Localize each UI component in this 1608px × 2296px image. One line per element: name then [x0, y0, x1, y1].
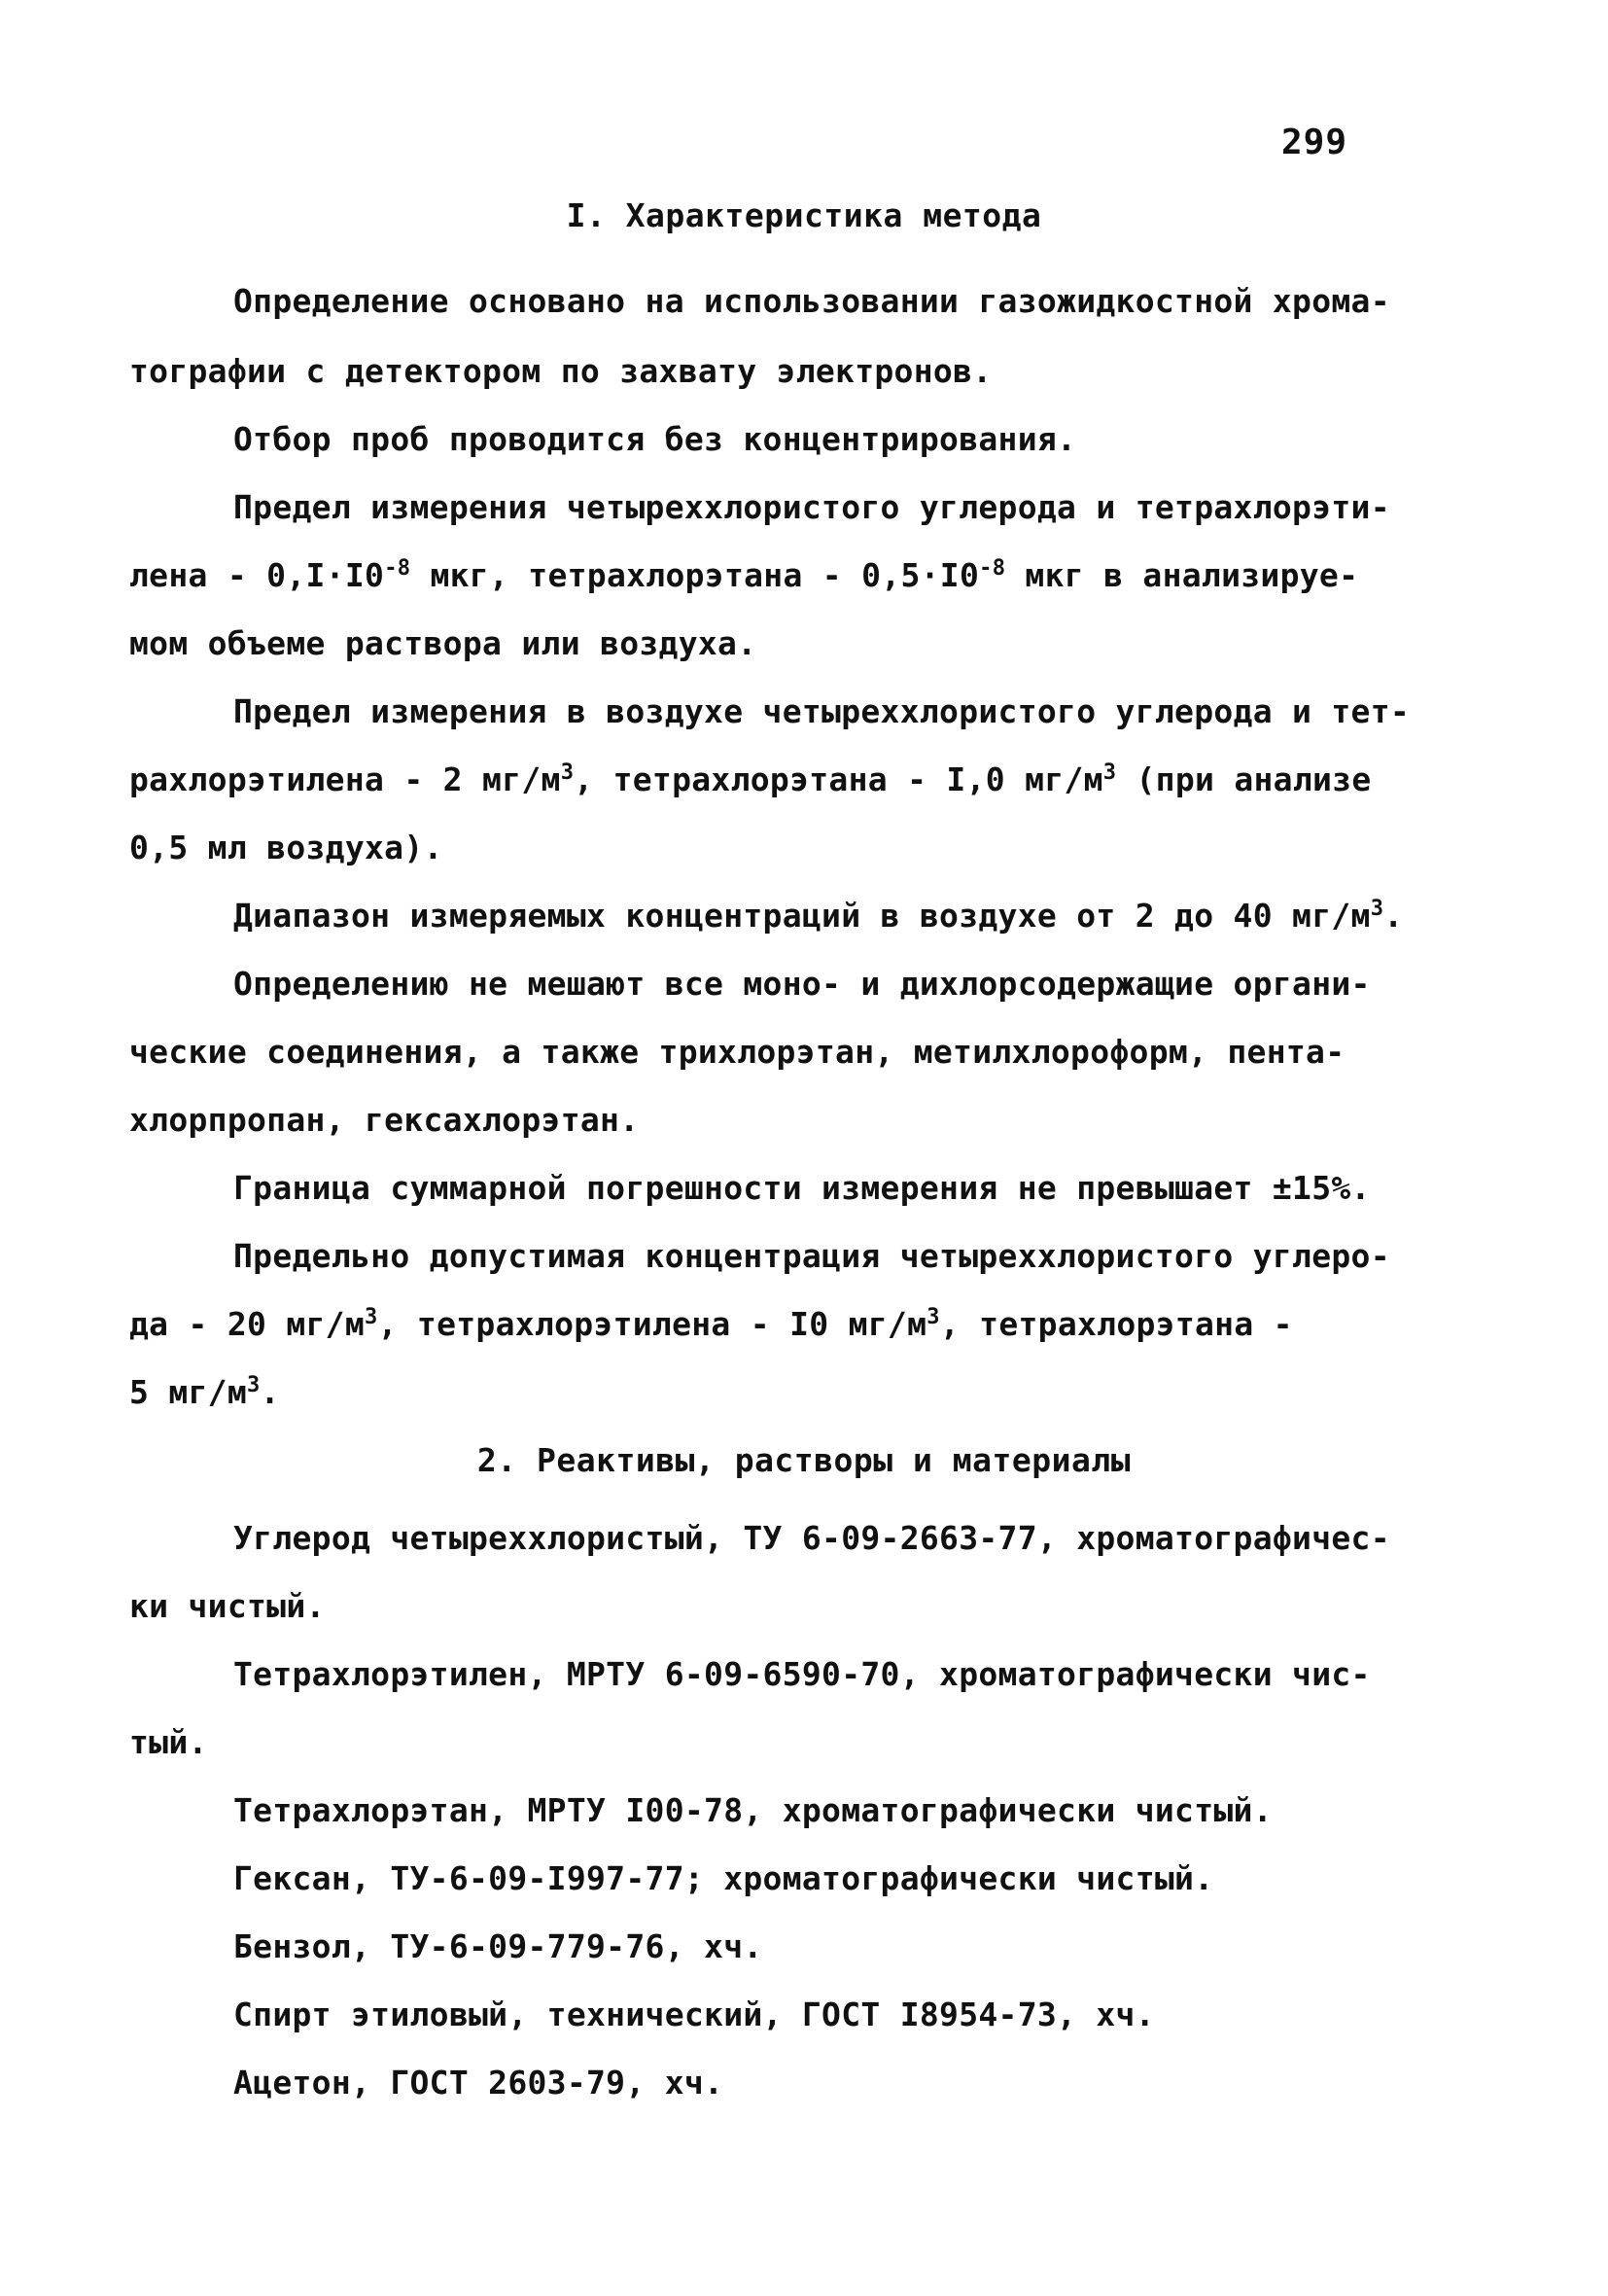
- paragraph-line: Ацетон, ГОСТ 2603-79, хч.: [233, 2064, 724, 2102]
- superscript: -8: [384, 556, 411, 581]
- text-span: рахлорэтилена - 2 мг/м: [129, 760, 561, 798]
- superscript: 3: [560, 760, 575, 785]
- paragraph-line: Тетрахлорэтилен, МРТУ 6-09-6590-70, хроматографически чис-: [233, 1655, 1371, 1693]
- paragraph-line: [129, 1305, 1293, 1343]
- paragraph-line: ческие соединения, а также трихлорэтан, метилхлороформ, пента-: [129, 1033, 1346, 1071]
- paragraph-line: Углерод четыреххлористый, ТУ 6-09-2663-77, хроматографичес-: [233, 1519, 1390, 1557]
- paragraph-line: Спирт этиловый, технический, ГОСТ I8954-73, хч.: [233, 1996, 1155, 2033]
- paragraph-line: ки чистый.: [129, 1587, 326, 1625]
- paragraph-line: [129, 760, 1372, 798]
- paragraph-line: Тетрахлорэтан, МРТУ I00-78, хроматографически чистый.: [233, 1791, 1273, 1829]
- text-span: Диапазон измеряемых концентраций в воздухе от 2 до 40 мг/м: [233, 897, 1371, 935]
- text-span: (при анализе: [1116, 760, 1372, 798]
- paragraph-line: [233, 897, 1403, 935]
- paragraph-line: тографии с детектором по захвату электронов.: [129, 352, 993, 390]
- section-heading-2: 2. Реактивы, растворы и материалы: [476, 1441, 1132, 1479]
- paragraph-line: 0,5 мл воздуха).: [129, 829, 443, 866]
- paragraph-line: Определению не мешают все моно- и дихлорсодержащие органи-: [233, 965, 1371, 1003]
- paragraph-line: хлорпропан, гексахлорэтан.: [129, 1101, 640, 1139]
- paragraph-line: Предел измерения в воздухе четыреххлористого углерода и тет-: [233, 692, 1411, 730]
- paragraph-line: тый.: [129, 1723, 208, 1761]
- paragraph-line: Предел измерения четыреххлористого углерода и тетрахлорэти-: [233, 488, 1390, 526]
- text-span: , тетрахлорэтана - I,0 мг/м: [574, 760, 1103, 798]
- paragraph-line: [129, 1373, 280, 1411]
- text-span: , тетрахлорэтилена - I0 мг/м: [377, 1305, 927, 1343]
- paragraph-line: [129, 556, 1358, 594]
- superscript: 3: [1370, 897, 1384, 921]
- paragraph-line: Определение основано на использовании газожидкостной хрома-: [233, 282, 1390, 320]
- superscript: 3: [926, 1305, 940, 1329]
- section-heading-1: I. Характеристика метода: [566, 196, 1042, 234]
- paragraph-line: Предельно допустимая концентрация четыреххлористого углеро-: [233, 1237, 1390, 1275]
- superscript: -8: [979, 556, 1006, 581]
- superscript: 3: [1102, 760, 1117, 785]
- text-span: мкг в анализируе-: [1005, 556, 1359, 594]
- text-span: 5 мг/м: [129, 1373, 248, 1411]
- paragraph-line: Граница суммарной погрешности измерения не превышает ±15%.: [233, 1169, 1371, 1207]
- text-span: , тетрахлорэтана -: [939, 1305, 1293, 1343]
- superscript: 3: [365, 1305, 378, 1329]
- text-span: лена - 0,I·I0: [129, 556, 385, 594]
- text-span: .: [260, 1373, 280, 1411]
- paragraph-line: Гексан, ТУ-6-09-I997-77; хроматографически чистый.: [233, 1859, 1214, 1897]
- paragraph-line: Отбор проб проводится без концентрирования.: [233, 420, 1077, 458]
- text-span: мкг, тетрахлорэтана - 0,5·I0: [410, 556, 980, 594]
- text-span: да - 20 мг/м: [129, 1305, 366, 1343]
- paragraph-line: Бензол, ТУ-6-09-779-76, хч.: [233, 1927, 763, 1965]
- text-span: .: [1383, 897, 1404, 935]
- page-number: 299: [1281, 123, 1348, 162]
- superscript: 3: [247, 1373, 261, 1397]
- paragraph-line: мом объеме раствора или воздуха.: [129, 624, 757, 662]
